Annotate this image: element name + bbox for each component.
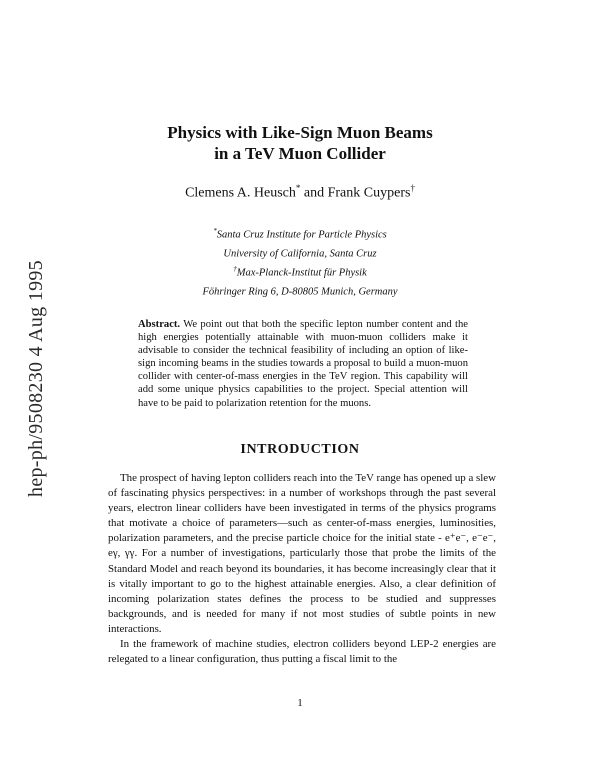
- abstract-text: We point out that both the specific lepton number content and the high energies potentially attainable with muon-muon colliders make it advisable to consider the technical feasibility of including an option of like-sign incoming beams in the studies towards a proposal to build a muon-muon collider with center-of-mass energies in the TeV region. This capability will add some unique physics capabilities to the project. Special attention will have to be paid to polarization retention for the muons.: [138, 319, 468, 409]
- title-line-2: in a TeV Muon Collider: [214, 144, 386, 163]
- author-footnote-mark: *: [295, 183, 301, 193]
- author-footnote-mark: †: [410, 183, 415, 193]
- affiliation-line: Föhringer Ring 6, D-80805 Munich, Germany: [202, 286, 398, 298]
- affiliation-mark: †: [233, 265, 237, 274]
- affiliation-mark: *: [213, 227, 217, 235]
- page-number: 1: [297, 697, 303, 709]
- affiliation-line: *Santa Cruz Institute for Particle Physics: [213, 227, 387, 241]
- arxiv-identifier: hep-ph/9508230 4 Aug 1995: [24, 259, 47, 497]
- body-text: [108, 471, 496, 667]
- abstract-heading: Abstract.: [138, 319, 181, 330]
- section-heading: INTRODUCTION: [240, 442, 360, 457]
- author-connector: and: [300, 185, 328, 201]
- paper-title: [0, 122, 600, 164]
- affiliations: [0, 224, 600, 300]
- affiliation-line: †Max-Planck-Institut für Physik: [233, 265, 367, 279]
- author-name: Frank Cuypers: [327, 185, 411, 201]
- paragraph: In the framework of machine studies, electron colliders beyond LEP-2 energies are relegated to a linear configuration, thus putting a fiscal limit to the: [108, 638, 496, 666]
- author-list: [0, 183, 600, 202]
- paragraph: The prospect of having lepton colliders reach into the TeV range has opened up a slew of fascinating physics perspectives: in a number of workshops through the past several years, electron linear colliders have been investigated in terms of the physics programs that motivate a choice of parameters—such as center-of-mass energies, luminosities, polarization parameters, and the precise particle choice for the initial state - e⁺e⁻, e⁻e⁻, eγ, γγ. For a number of investigations, particularly those that probe the limits of the Standard Model and reach beyond its boundaries, it has become increasingly clear that it is vitally important to go to the highest attainable energies. Also, a clear definition of incoming polarization states defines the process to be studied and suppresses backgrounds, and is needed for many if not most studies of subtle points in new interactions.: [108, 472, 496, 635]
- title-line-1: Physics with Like-Sign Muon Beams: [167, 123, 433, 142]
- abstract: [138, 318, 468, 410]
- author-name: Clemens A. Heusch: [185, 185, 296, 201]
- affiliation-line: University of California, Santa Cruz: [223, 248, 377, 260]
